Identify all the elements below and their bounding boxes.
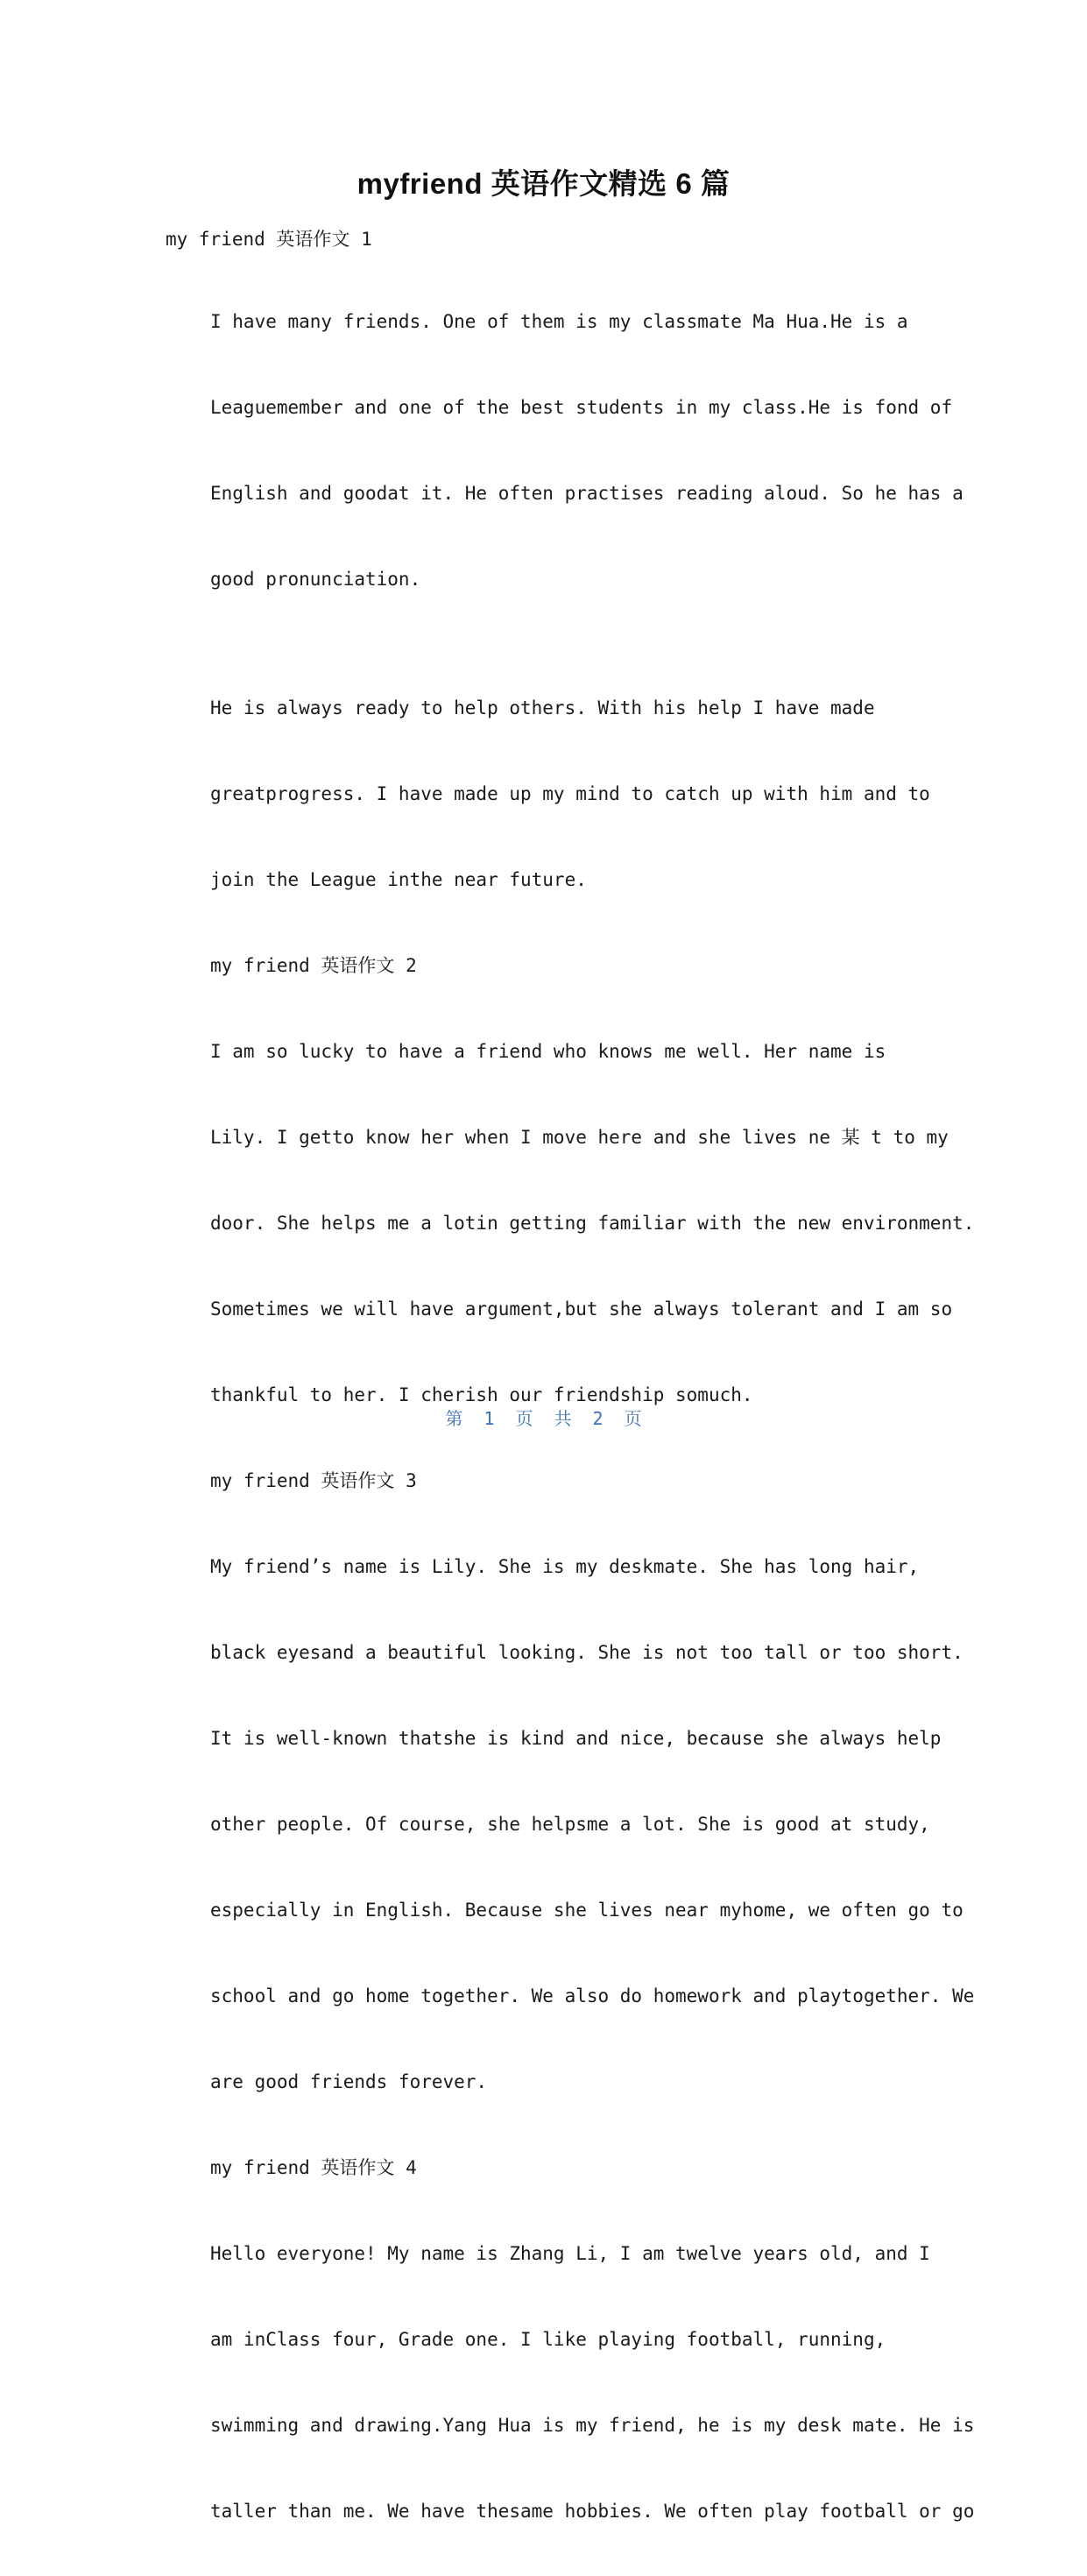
text-line: swimming and drawing.Yang Hua is my friend, he is my desk mate. He is: [210, 2415, 975, 2436]
paragraph: [166, 987, 975, 1460]
section-heading: my friend 英语作文 1: [166, 229, 372, 250]
text-line: other people. Of course, she helpsme a lot. She is good at study,: [210, 1814, 930, 1835]
text-line: My friend’s name is Lily. She is my deskmate. She has long hair,: [210, 1556, 920, 1577]
text-line: greatprogress. I have made up my mind to catch up with him and to: [210, 783, 930, 804]
document-body: [166, 221, 975, 2576]
paragraph: [166, 1503, 975, 2147]
paragraph: [166, 2190, 975, 2576]
text-line: black eyesand a beautiful looking. She is not too tall or too short.: [210, 1642, 963, 1663]
section-heading: my friend 英语作文 3: [210, 1470, 417, 1491]
text-line: school and go home together. We also do homework and playtogether. We: [210, 1985, 975, 2006]
text-line: Leaguemember and one of the best students in my class.He is fond of: [210, 397, 953, 418]
page-indicator: 第 1 页 共 2 页: [445, 1408, 642, 1429]
text-line: good pronunciation.: [210, 569, 421, 590]
text-line: He is always ready to help others. With his help I have made: [210, 697, 875, 718]
text-line: I have many friends. One of them is my classmate Ma Hua.He is a: [210, 311, 908, 332]
text-line: thankful to her. I cherish our friendship somuch.: [210, 1384, 753, 1405]
text-line: I am so lucky to have a friend who knows me well. Her name is: [210, 1041, 886, 1062]
paragraph: [166, 258, 963, 644]
text-line: Sometimes we will have argument,but she always tolerant and I am so: [210, 1299, 953, 1320]
text-line: especially in English. Because she lives near myhome, we often go to: [210, 1900, 963, 1921]
document-title: myfriend 英语作文精选 6 篇: [356, 167, 731, 200]
paragraph: [166, 644, 930, 945]
text-line: are good friends forever.: [210, 2071, 488, 2092]
section-heading: my friend 英语作文 4: [210, 2157, 417, 2178]
section-heading: my friend 英语作文 2: [210, 955, 417, 976]
text-line: door. She helps me a lotin getting familiar with the new environment.: [210, 1213, 975, 1234]
text-line: English and goodat it. He often practises reading aloud. So he has a: [210, 483, 963, 504]
text-line: am inClass four, Grade one. I like playing football, running,: [210, 2329, 886, 2350]
text-line: join the League inthe near future.: [210, 869, 587, 890]
text-line: Lily. I getto know her when I move here and she lives ne 某 t to my: [210, 1127, 949, 1148]
text-line: Hello everyone! My name is Zhang Li, I am twelve years old, and I: [210, 2243, 930, 2264]
text-line: taller than me. We have thesame hobbies. We often play football or go: [210, 2501, 975, 2522]
text-line: It is well-known thatshe is kind and nice, because she always help: [210, 1728, 942, 1749]
